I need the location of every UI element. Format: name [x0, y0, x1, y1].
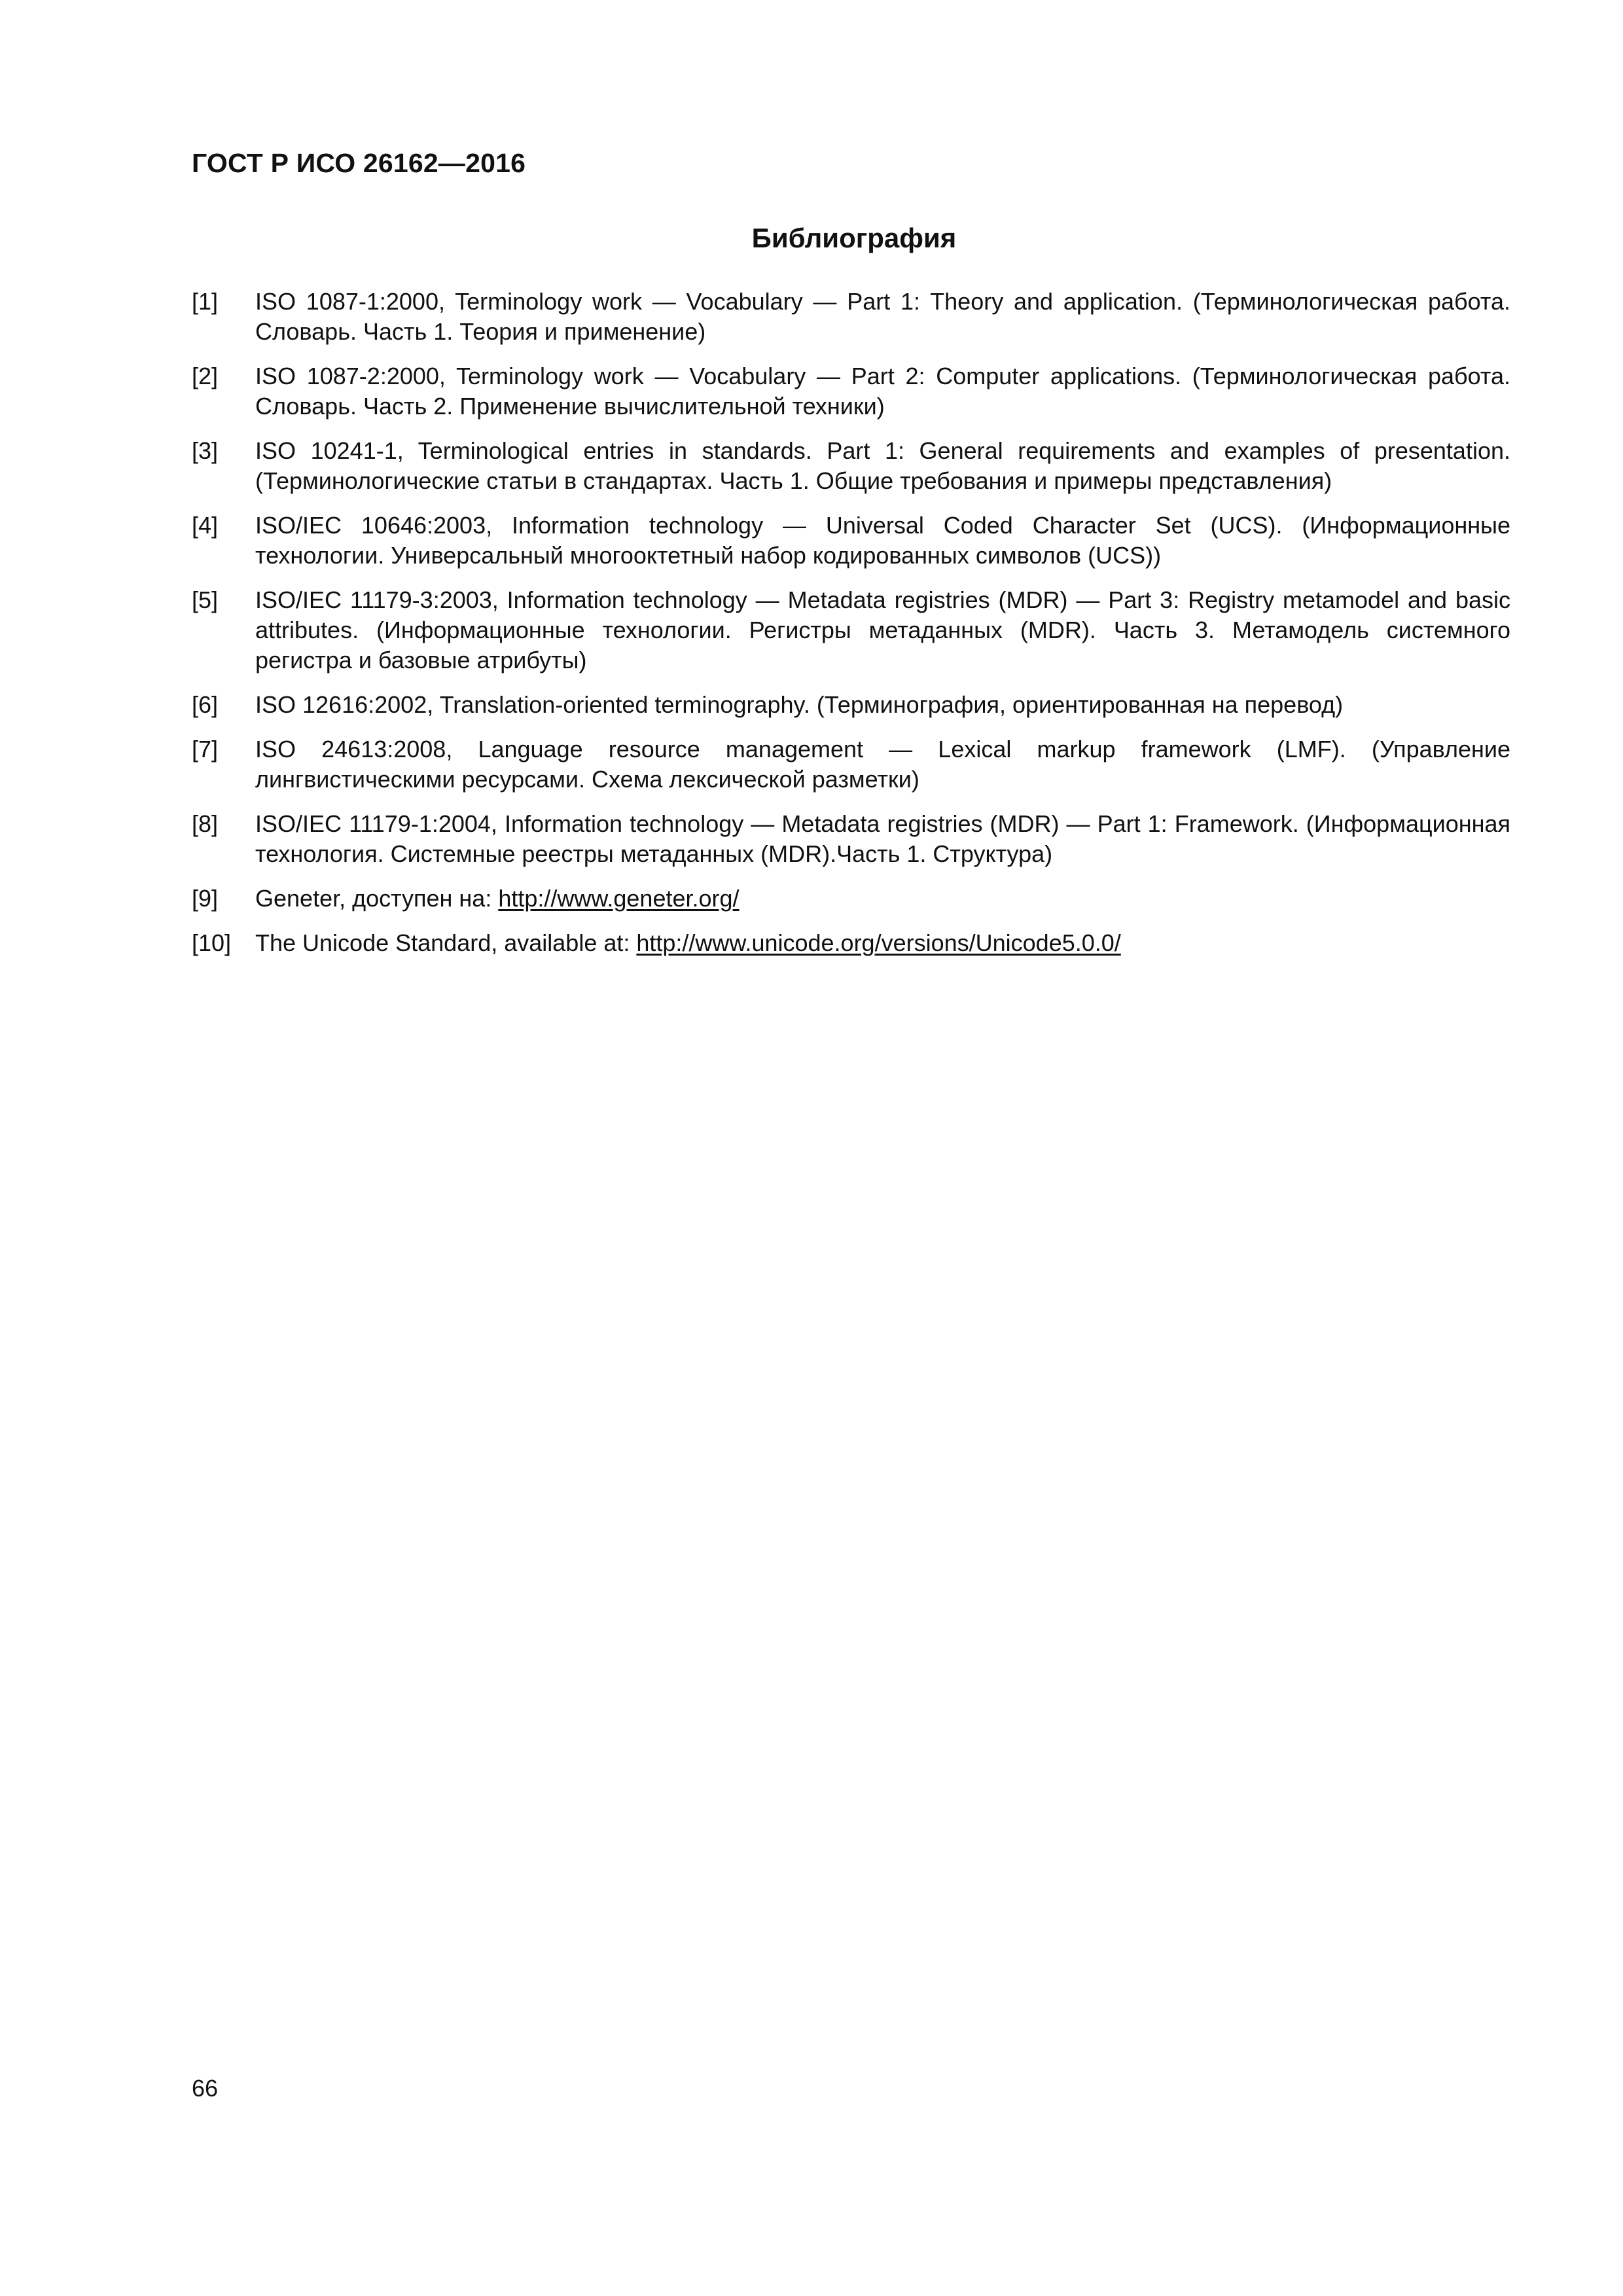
entry-number: [8]	[192, 810, 219, 837]
entry-number: [4]	[192, 512, 219, 539]
geneter-link[interactable]: http://www.geneter.org/	[498, 885, 740, 912]
bibliography-entry	[192, 436, 1510, 496]
bibliography-entry	[192, 809, 1510, 869]
entry-number: [7]	[192, 736, 219, 762]
entry-text-prefix: Geneter, доступен на:	[255, 885, 499, 912]
entry-text: ISO 1087-2:2000, Terminology work — Vocabulary — Part 2: Computer applications. (Терминологическая работа. Словарь. Часть 2. Применение вычислительной техники)	[255, 363, 1510, 420]
bibliography-entry	[192, 734, 1510, 795]
entry-number: [9]	[192, 885, 219, 912]
entry-text: ISO 24613:2008, Language resource management — Lexical markup framework (LMF). (Управление лингвистическими ресурсами. Схема лексической разметки)	[255, 736, 1510, 793]
document-standard-id: ГОСТ Р ИСО 26162—2016	[192, 148, 526, 178]
entry-number: [2]	[192, 363, 219, 389]
unicode-link[interactable]: http://www.unicode.org/versions/Unicode5.0.0/	[636, 929, 1121, 956]
entry-text: ISO/IEC 11179-1:2004, Information technology — Metadata registries (MDR) — Part 1: Framework. (Информационная технология. Системные реестры метаданных (MDR).Часть 1. Структура)	[255, 810, 1510, 867]
page-number: 66	[192, 2075, 219, 2102]
bibliography-entry	[192, 511, 1510, 571]
bibliography-entry	[192, 287, 1510, 347]
entry-text	[255, 928, 1510, 958]
entry-text: ISO/IEC 11179-3:2003, Information technology — Metadata registries (MDR) — Part 3: Registry metamodel and basic attributes. (Информационные технологии. Регистры метаданных (MDR). Часть 3. Метамодель системного регистра и базовые атрибуты)	[255, 586, 1510, 673]
entry-number: [10]	[192, 929, 232, 956]
entry-number: [3]	[192, 437, 219, 464]
bibliography-entry	[192, 928, 1510, 958]
bibliography-entry	[192, 585, 1510, 675]
entry-text	[255, 884, 1510, 914]
entry-number: [6]	[192, 691, 219, 718]
bibliography-entry	[192, 884, 1510, 914]
bibliography-entry	[192, 690, 1510, 720]
entry-number: [1]	[192, 288, 219, 315]
entry-text: ISO 1087-1:2000, Terminology work — Vocabulary — Part 1: Theory and application. (Терминологическая работа. Словарь. Часть 1. Теория и применение)	[255, 288, 1510, 345]
bibliography-entry	[192, 361, 1510, 422]
entry-text: ISO 10241-1, Terminological entries in standards. Part 1: General requirements and examples of presentation. (Терминологические статьи в стандартах. Часть 1. Общие требования и примеры представления)	[255, 437, 1510, 494]
bibliography-title: Библиография	[751, 223, 957, 253]
bibliography-list	[192, 287, 1510, 973]
entry-text: ISO/IEC 10646:2003, Information technology — Universal Coded Character Set (UCS). (Информационные технологии. Универсальный многооктетный набор кодированных символов (UCS))	[255, 512, 1510, 569]
entry-text: ISO 12616:2002, Translation-oriented terminography. (Терминография, ориентированная на перевод)	[255, 691, 1344, 718]
entry-text-prefix: The Unicode Standard, available at:	[255, 929, 637, 956]
entry-number: [5]	[192, 586, 219, 613]
